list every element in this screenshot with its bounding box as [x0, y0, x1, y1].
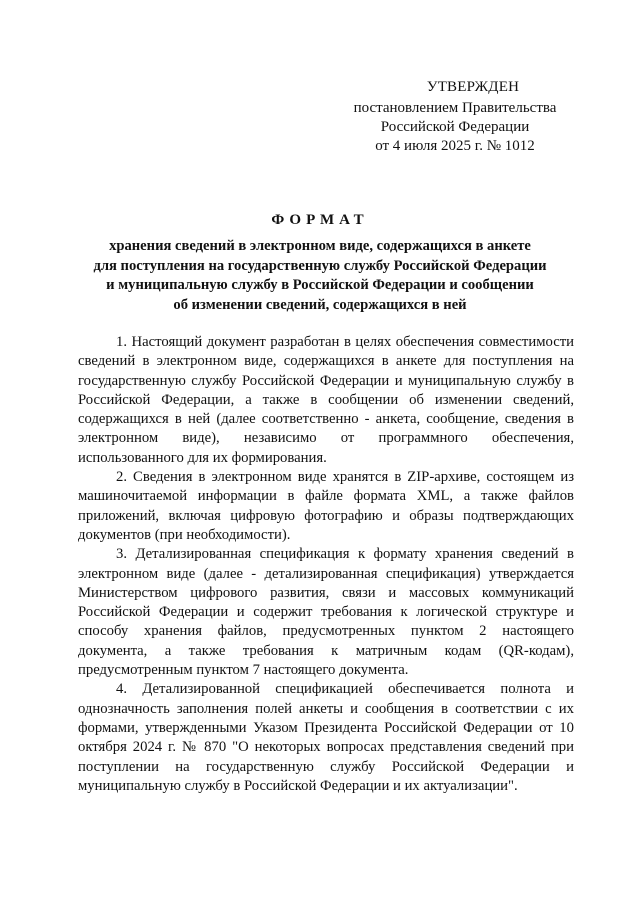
paragraph-1: 1. Настоящий документ разработан в целях обеспечения совместимости сведений в электронном виде, содержащихся в анкете для поступления на государственную службу Российской Федерации и муниципальную службу в Российской Федерации, а также в сообщении об изменении сведений, содержащихся в ней (далее соответственно - анкета, сообщение, сведения в электронном виде), независимо от программного обеспечения, использованного для их формирования. [78, 334, 574, 466]
paragraph-2: 2. Сведения в электронном виде хранятся в ZIP-архиве, состоящем из машиночитаемой информации в файле формата XML, а также файлов приложений, включая цифровую фотографию и образы подтверждающих документов (при необходимости). [78, 469, 574, 543]
subtitle-line: об изменении сведений, содержащихся в ней [173, 296, 467, 313]
approval-block [340, 78, 570, 156]
approval-line: постановлением Правительства [353, 100, 557, 116]
document-body [78, 333, 574, 796]
subtitle-line: хранения сведений в электронном виде, содержащихся в анкете [109, 238, 531, 254]
subtitle-line: и муниципальную службу в Российской Федерации и сообщении [106, 277, 534, 294]
document-title: ФОРМАТ [271, 212, 369, 228]
paragraph-4: 4. Детализированной спецификацией обеспечивается полнота и однозначность заполнения полей анкеты и сообщения в соответствии с их формами, утвержденными Указом Президента Российской Федерации от 10 октября 2024 г. № 870 "О некоторых вопросах представления сведений при поступлении на государственную службу Российской Федерации и муниципальную службу в Российской Федерации и их актуализации". [78, 681, 574, 794]
approval-line: Российской Федерации [380, 119, 530, 135]
approval-heading: УТВЕРЖДЕН [426, 79, 520, 95]
paragraph-3: 3. Детализированная спецификация к формату хранения сведений в электронном виде (далее - детализированная спецификация) утверждается Министерством цифрового развития, связи и массовых коммуникаций Российской Федерации и содержит требования к логической структуре и способу хранения файлов, предусмотренных пунктом 2 настоящего документа, а также требования к матричным кодам (QR-кодам), предусмотренным пунктом 7 настоящего документа. [78, 546, 574, 679]
subtitle-line: для поступления на государственную службу Российской Федерации [93, 257, 547, 274]
document-subtitle [60, 237, 580, 315]
approval-date-line: от 4 июля 2025 г. № 1012 [375, 138, 535, 154]
